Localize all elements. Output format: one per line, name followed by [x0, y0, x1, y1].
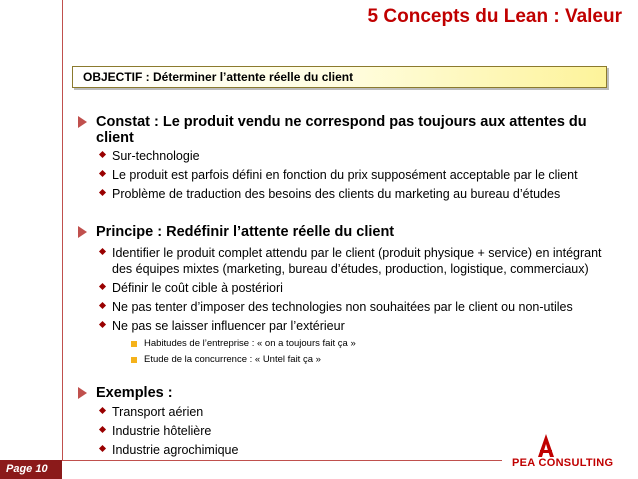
slide-title: 5 Concepts du Lean : Valeur: [367, 6, 622, 27]
diamond-bullet-icon: [99, 321, 106, 328]
list-item: Définir le coût cible à postériori: [112, 280, 283, 296]
arrow-bullet-icon: [78, 226, 87, 238]
logo-text: PEA CONSULTING: [512, 457, 614, 469]
list-item: Sur-technologie: [112, 148, 200, 164]
square-bullet-icon: [131, 341, 137, 347]
diamond-bullet-icon: [99, 302, 106, 309]
objective-box: OBJECTIF : Déterminer l’attente réelle du client: [72, 66, 607, 88]
list-item: Identifier le produit complet attendu par le client (produit physique + service) en intégrant des équipes mixtes (marketing, bureau d’études, production, logistique, commerciaux): [112, 245, 622, 277]
list-item: Industrie agrochimique: [112, 442, 238, 458]
sub-list-item: Etude de la concurrence : « Untel fait ça »: [144, 354, 321, 366]
arrow-bullet-icon: [78, 116, 87, 128]
diamond-bullet-icon: [99, 407, 106, 414]
diamond-bullet-icon: [99, 170, 106, 177]
pea-logo-icon: [510, 430, 630, 478]
list-item: Problème de traduction des besoins des clients du marketing au bureau d’études: [112, 186, 560, 202]
diamond-bullet-icon: [99, 445, 106, 452]
section-title: Exemples :: [96, 385, 173, 401]
left-divider-line: [62, 0, 63, 460]
diamond-bullet-icon: [99, 283, 106, 290]
list-item: Ne pas se laisser influencer par l’extérieur: [112, 318, 345, 334]
square-bullet-icon: [131, 357, 137, 363]
list-item: Industrie hôtelière: [112, 423, 211, 439]
diamond-bullet-icon: [99, 426, 106, 433]
list-item: Transport aérien: [112, 404, 203, 420]
arrow-bullet-icon: [78, 387, 87, 399]
section-title: Constat : Le produit vendu ne correspond pas toujours aux attentes du client: [96, 114, 587, 146]
footer-divider-line: [62, 460, 502, 461]
diamond-bullet-icon: [99, 151, 106, 158]
section-title: Principe : Redéfinir l’attente réelle du client: [96, 224, 395, 240]
diamond-bullet-icon: [99, 248, 106, 255]
list-item: Ne pas tenter d’imposer des technologies non souhaitées par le client ou non-utiles: [112, 299, 573, 315]
list-item: Le produit est parfois défini en fonction du prix supposément acceptable par le client: [112, 167, 578, 183]
sub-list-item: Habitudes de l’entreprise : « on a toujours fait ça »: [144, 338, 356, 350]
page-number: Page 10: [0, 460, 62, 479]
diamond-bullet-icon: [99, 189, 106, 196]
